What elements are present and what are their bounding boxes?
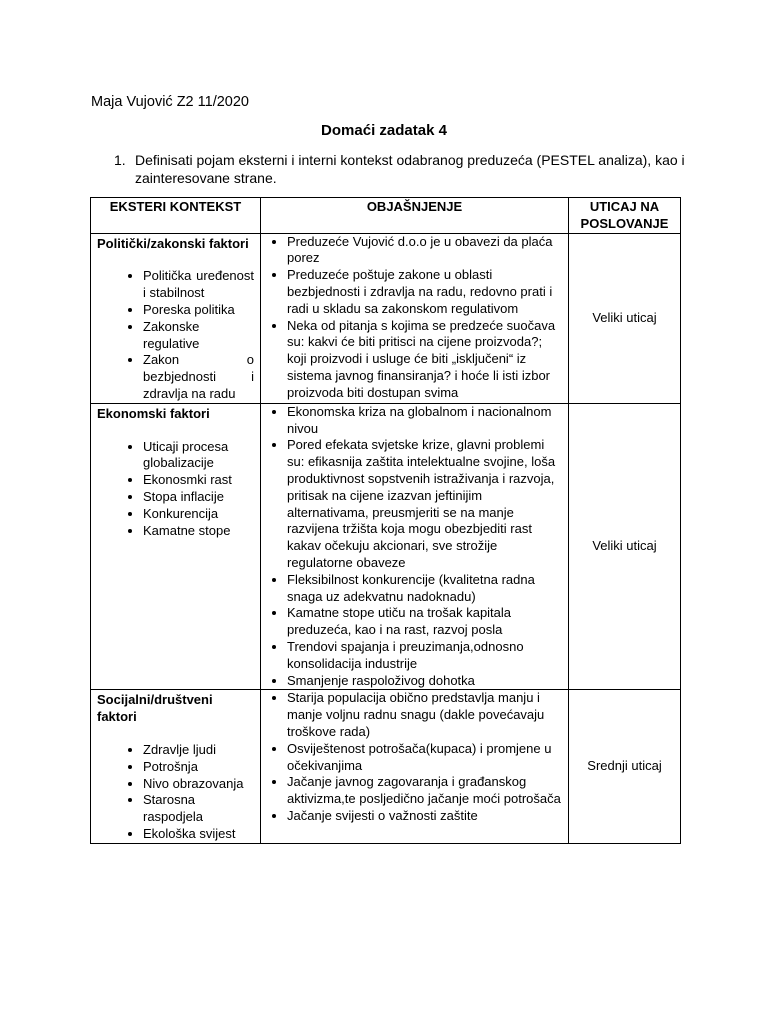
table-row-political (91, 233, 681, 403)
explanation-item: • Jačanje javnog zagovaranja i građanskog aktivizma,te posljedično jačanje moći potrošača (287, 774, 562, 808)
factor-item: • Starosna raspodjela (143, 792, 254, 826)
task-text: Definisati pojam eksterni i interni kontekst odabranog preduzeća (PESTEL analiza), kao i zainteresovane strane. (135, 152, 685, 186)
factor-list (97, 742, 254, 843)
factor-item: • Ekološka svijest (143, 826, 254, 843)
explanation-item: • Preduzeće poštuje zakone u oblasti bezbjednosti i zdravlja na radu, redovno prati i radi u skladu sa zakonskom regulativom (287, 267, 562, 317)
factor-item: • Nivo obrazovanja (143, 776, 254, 793)
explanation-cell (261, 403, 569, 690)
explanation-item: • Smanjenje raspoloživog dohotka (287, 673, 562, 690)
explanation-item: • Ekonomska kriza na globalnom i nacionalnom nivou (287, 404, 562, 438)
explanation-item: • Neka od pitanja s kojima se predzeće suočava su: kakvi će biti pritisci na cijene proizvoda?; koji proizvodi i usluge će biti „isključeni“ iz sistema javnog finansiranja? i hoće li isti izbor proizvoda biti dostupan svima (287, 318, 562, 402)
explanation-item: • Pored efekata svjetske krize, glavni problemi su: efikasnija zaštita intelektualne svojine, loša produktivnost sopstvenih istraživanja i razvoja, pritisak na cijene izazvan jeftinijim alternativama, preusmjeriti se na manje razvijena tržišta koja mogu obezbjediti rast kakav očekuju akcionari, sve strožije regulatorne obaveze (287, 437, 562, 571)
explanation-item: • Trendovi spajanja i preuzimanja,odnosno konsolidacija industrije (287, 639, 562, 673)
factor-item: • Stopa inflacije (143, 489, 254, 506)
factor-item: • Potrošnja (143, 759, 254, 776)
explanation-item: • Osviještenost potrošača(kupaca) i promjene u očekivanjima (287, 741, 562, 775)
header-explanation: OBJAŠNJENJE (261, 198, 569, 234)
category-cell (91, 233, 261, 403)
factor-item: • Ekonosmki rast (143, 472, 254, 489)
explanation-list (267, 234, 562, 402)
explanation-item: • Jačanje svijesti o važnosti zaštite (287, 808, 562, 825)
explanation-item: • Kamatne stope utiču na trošak kapitala preduzeća, kao i na rast, razvoj posla (287, 605, 562, 639)
context-table (90, 197, 681, 844)
impact-cell: Srednji uticaj (569, 690, 681, 843)
explanation-list (267, 690, 562, 824)
explanation-cell (261, 690, 569, 843)
explanation-item: • Preduzeće Vujović d.o.o je u obavezi da plaća porez (287, 234, 562, 268)
category-cell (91, 690, 261, 843)
factor-item: • Kamatne stope (143, 523, 254, 540)
category-title: Ekonomski faktori (97, 405, 210, 421)
explanation-cell (261, 233, 569, 403)
impact-cell: Veliki uticaj (569, 403, 681, 690)
category-cell (91, 403, 261, 690)
explanation-item: • Starija populacija obično predstavlja manju i manje voljnu radnu snagu (dakle povećavaju troškove rada) (287, 690, 562, 740)
category-title: Politički/zakonski faktori (97, 235, 249, 251)
factor-item: • Zakonske regulative (143, 319, 254, 353)
header-impact: UTICAJ NA POSLOVANJE (569, 198, 681, 234)
task-item (114, 151, 694, 187)
factor-item: • Uticaji procesa globalizacije (143, 439, 254, 473)
impact-cell: Veliki uticaj (569, 233, 681, 403)
factor-list (97, 268, 254, 402)
table-header-row (91, 198, 681, 234)
header-external-context: EKSTERI KONTEKST (91, 198, 261, 234)
table-row-economic (91, 403, 681, 690)
document-title: Domaći zadatak 4 (321, 122, 447, 139)
factor-item: • Zakon o bezbjednosti i zdravlja na radu (143, 352, 254, 402)
explanation-item: • Fleksibilnost konkurencije (kvalitetna radna snaga uz adekvatnu nadoknadu) (287, 572, 562, 606)
factor-list (97, 439, 254, 540)
factor-item: • Poreska politika (143, 302, 254, 319)
category-title: Socijalni/društveni faktori (97, 692, 213, 725)
factor-item: • Politička uređenost i stabilnost (143, 268, 254, 302)
factor-item: • Zdravlje ljudi (143, 742, 254, 759)
task-number: 1. (114, 152, 126, 168)
factor-item: • Konkurencija (143, 506, 254, 523)
explanation-list (267, 404, 562, 690)
author-line: Maja Vujović Z2 11/2020 (91, 94, 249, 110)
table-row-social (91, 690, 681, 843)
